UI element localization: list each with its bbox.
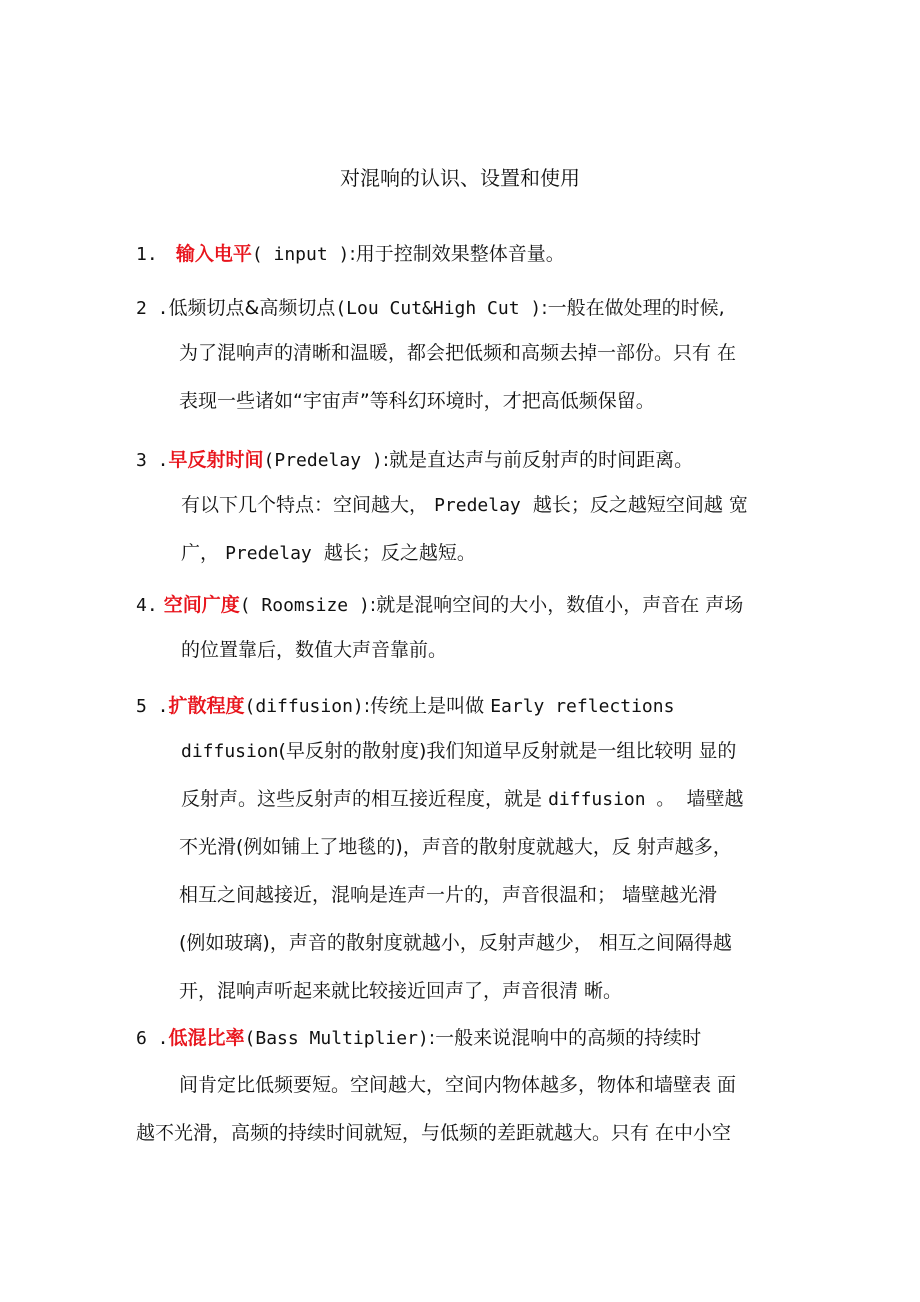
item-1-text: :用于控制效果整体音量。: [349, 243, 565, 265]
item-4-line: [136, 592, 743, 619]
document-title: 对混响的认识、设置和使用: [340, 166, 580, 190]
item-3-cont-2: [181, 540, 476, 567]
item-4-param: ( Roomsize ): [239, 595, 370, 616]
item-5-cont-1-text: (早反射的散射度)我们知道早反射就是一组比较明 显的: [278, 740, 737, 762]
item-6-param: (Bass Multiplier): [244, 1028, 429, 1049]
item-5-cont-2: [181, 786, 744, 813]
item-3-cont-1-tail: 越长；反之越短空间越 宽: [532, 494, 748, 516]
item-3-cont-2-tail: 越长；反之越短。: [323, 542, 476, 564]
item-3-cont-1-text: 有以下几个特点：空间越大，: [181, 494, 429, 516]
item-3-line: [136, 447, 693, 474]
item-6-cont-1: 间肯定比低频要短。空间越大，空间内物体越多，物体和墙壁表 面: [179, 1074, 737, 1096]
item-2-text: :一般在做处理的时候,: [541, 297, 725, 319]
item-3-param: (Predelay ): [263, 450, 383, 471]
item-1-number: 1.: [136, 244, 158, 265]
item-3-cont-1-param: Predelay: [434, 495, 521, 516]
item-3-cont-1: [181, 492, 748, 519]
item-5-cont-5: (例如玻璃)，声音的散射度就越小，反射声越少， 相互之间隔得越: [179, 932, 732, 954]
item-6-term: 低混比率: [168, 1027, 245, 1049]
item-3-term: 早反射时间: [168, 449, 264, 471]
item-2-param: (Lou Cut&High Cut ): [335, 298, 542, 319]
item-5-cont-6: 开，混响声听起来就比较接近回声了，声音很清 晰。: [179, 980, 623, 1002]
item-6-number: 6 .: [136, 1028, 169, 1049]
item-5-number: 5 .: [136, 696, 169, 717]
item-3-cont-2-text: 广，: [181, 542, 220, 564]
item-5-cont-2-param: diffusion 。: [548, 789, 675, 810]
item-2-line: [136, 295, 725, 322]
item-5-cont-2-tail: 墙壁越: [686, 788, 744, 810]
item-5-text: :传统上是叫做: [363, 695, 485, 717]
item-5-cont-3: 不光滑(例如铺上了地毯的)，声音的散射度就越大，反 射声越多，: [179, 836, 732, 858]
item-3-text: :就是直达声与前反射声的时间距离。: [382, 449, 694, 471]
item-6-line: [136, 1025, 701, 1052]
item-6-text: :一般来说混响中的高频的持续时: [428, 1027, 702, 1049]
item-2-number: 2 .: [136, 298, 169, 319]
item-5-term: 扩散程度: [168, 695, 245, 717]
item-5-param: (diffusion): [244, 696, 364, 717]
item-5-cont-1-param: diffusion: [181, 741, 279, 762]
item-1-param: ( input ): [251, 244, 350, 265]
item-4-number: 4.: [136, 595, 158, 616]
item-4-cont-1: 的位置靠后，数值大声音靠前。: [181, 639, 448, 661]
item-5-cont-1: [181, 738, 736, 765]
item-5-cont-4: 相互之间越接近，混响是连声一片的，声音很温和； 墙壁越光滑: [179, 884, 718, 906]
item-2-cont-2: 表现一些诸如“宇宙声”等科幻环境时，才把高低频保留。: [179, 390, 655, 412]
item-6-cont-2: 越不光滑，高频的持续时间就短，与低频的差距就越大。只有 在中小空: [136, 1122, 732, 1144]
item-1-term: 输入电平: [175, 243, 252, 265]
item-5-cont-2-text: 反射声。这些反射声的相互接近程度，就是: [181, 788, 543, 810]
item-3-number: 3 .: [136, 450, 169, 471]
item-4-term: 空间广度: [163, 594, 240, 616]
item-2-prefix: 低频切点&高频切点: [168, 297, 336, 319]
item-3-cont-2-param: Predelay: [225, 543, 312, 564]
item-2-cont-1: 为了混响声的清晰和温暖，都会把低频和高频去掉一部份。只有 在: [179, 342, 737, 364]
item-1-line: [136, 241, 565, 268]
item-4-text: :就是混响空间的大小，数值小，声音在 声场: [369, 594, 744, 616]
item-5-line: [136, 693, 674, 720]
item-5-text-term: Early reflections: [490, 696, 675, 717]
